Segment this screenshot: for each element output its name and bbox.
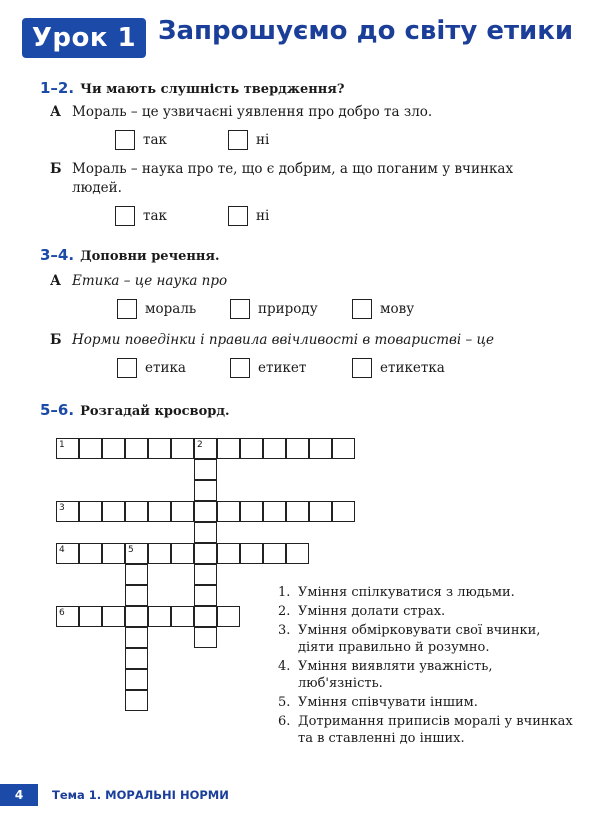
- item-text: Мораль – наука про те, що є добрим, а що поганим у вчинках людей.: [72, 161, 514, 196]
- crossword-cell[interactable]: [125, 438, 148, 459]
- crossword-cell[interactable]: [148, 543, 171, 564]
- crossword-cell[interactable]: [217, 438, 240, 459]
- task-1-heading: [40, 79, 344, 97]
- crossword-cell[interactable]: [79, 501, 102, 522]
- option-label: етика: [145, 360, 186, 376]
- crossword-cell[interactable]: [171, 543, 194, 564]
- task-2-number: 3–4.: [40, 246, 75, 264]
- option-label: природу: [258, 301, 318, 317]
- option-no-a[interactable]: [228, 130, 269, 150]
- clue: 6. Дотримання приписів моралі у вчинках та в ставленні до інших.: [278, 714, 573, 746]
- task-3-number: 5–6.: [40, 401, 75, 419]
- crossword-cell[interactable]: [240, 438, 263, 459]
- crossword-cell[interactable]: [286, 438, 309, 459]
- crossword-cell[interactable]: [125, 543, 148, 564]
- task-2-item-a: [50, 272, 570, 291]
- option-ethics[interactable]: [117, 358, 186, 378]
- item-letter: Б: [50, 332, 62, 348]
- crossword-cell[interactable]: [309, 438, 332, 459]
- crossword-cell[interactable]: [240, 543, 263, 564]
- checkbox[interactable]: [228, 206, 248, 226]
- cell-number: 3: [59, 503, 65, 513]
- crossword-cell[interactable]: [171, 501, 194, 522]
- task-2-item-b: [50, 331, 570, 350]
- crossword-cell[interactable]: [171, 438, 194, 459]
- item-letter: Б: [50, 161, 62, 177]
- crossword-cell[interactable]: [263, 501, 286, 522]
- crossword-cell[interactable]: [79, 606, 102, 627]
- crossword-cell[interactable]: [194, 459, 217, 480]
- crossword-cell[interactable]: [194, 522, 217, 543]
- crossword-cell[interactable]: [194, 480, 217, 501]
- crossword-cell[interactable]: [102, 438, 125, 459]
- crossword-cell[interactable]: [79, 438, 102, 459]
- checkbox[interactable]: [117, 358, 137, 378]
- crossword-cell[interactable]: [56, 606, 79, 627]
- crossword-cell[interactable]: [125, 669, 148, 690]
- option-etiquette[interactable]: [230, 358, 306, 378]
- crossword-cell[interactable]: [332, 501, 355, 522]
- cell-number: 5: [128, 545, 134, 555]
- crossword-cell[interactable]: [79, 543, 102, 564]
- clue: 5. Уміння співчувати іншим.: [278, 695, 478, 710]
- crossword-cell[interactable]: [263, 543, 286, 564]
- crossword-cell[interactable]: [194, 627, 217, 648]
- clue: 3. Уміння обмірковувати свої вчинки, діяти правильно й розумно.: [278, 623, 541, 655]
- crossword-cell[interactable]: [102, 606, 125, 627]
- option-yes-a[interactable]: [115, 130, 167, 150]
- lesson-badge: Урок 1: [22, 18, 146, 58]
- task-1-item-b: [50, 160, 570, 198]
- clue: 4. Уміння виявляти уважність, люб'язність.: [278, 659, 493, 691]
- crossword-cell[interactable]: [263, 438, 286, 459]
- crossword-cell[interactable]: [56, 501, 79, 522]
- page-footer: [0, 784, 600, 808]
- crossword-cell[interactable]: [171, 606, 194, 627]
- checkbox[interactable]: [352, 299, 372, 319]
- page-title: Запрошуємо до світу етики: [158, 16, 574, 46]
- checkbox[interactable]: [115, 130, 135, 150]
- crossword-cell[interactable]: [332, 438, 355, 459]
- cell-number: 1: [59, 440, 65, 450]
- checkbox[interactable]: [352, 358, 372, 378]
- option-label: мораль: [145, 301, 197, 317]
- crossword-cell[interactable]: [102, 543, 125, 564]
- crossword-cell[interactable]: [217, 543, 240, 564]
- crossword-cell[interactable]: [194, 585, 217, 606]
- checkbox[interactable]: [115, 206, 135, 226]
- option-yes-b[interactable]: [115, 206, 167, 226]
- option-language[interactable]: [352, 299, 414, 319]
- checkbox[interactable]: [228, 130, 248, 150]
- item-text: Етика – це наука про: [72, 273, 228, 289]
- crossword-cell[interactable]: [148, 501, 171, 522]
- crossword-cell[interactable]: [125, 648, 148, 669]
- option-label-tag[interactable]: [352, 358, 445, 378]
- crossword-cell[interactable]: [125, 585, 148, 606]
- item-text: Норми поведінки і правила ввічливості в товаристві – це: [72, 332, 494, 348]
- option-no-b[interactable]: [228, 206, 269, 226]
- page-number: 4: [0, 784, 38, 806]
- crossword-cell[interactable]: [125, 690, 148, 711]
- topic-label: Тема 1. МОРАЛЬНІ НОРМИ: [52, 788, 229, 802]
- crossword-cell[interactable]: [56, 543, 79, 564]
- option-label: мову: [380, 301, 415, 317]
- cell-number: 6: [59, 608, 65, 618]
- crossword-cell[interactable]: [125, 501, 148, 522]
- crossword-cell[interactable]: [194, 501, 217, 522]
- checkbox[interactable]: [230, 358, 250, 378]
- item-letter: А: [50, 104, 61, 120]
- crossword-cell[interactable]: [125, 564, 148, 585]
- crossword-cell[interactable]: [194, 438, 217, 459]
- task-1-instruction: Чи мають слушність твердження?: [80, 82, 345, 97]
- crossword-cell[interactable]: [194, 543, 217, 564]
- crossword-cell[interactable]: [102, 501, 125, 522]
- item-letter: А: [50, 273, 61, 289]
- option-label: етикетка: [380, 360, 445, 376]
- task-2-instruction: Доповни речення.: [80, 249, 220, 264]
- option-moral[interactable]: [117, 299, 196, 319]
- page-header: [22, 14, 582, 58]
- option-label: так: [143, 208, 167, 224]
- crossword-cell[interactable]: [194, 564, 217, 585]
- task-2-heading: [40, 246, 220, 264]
- option-label: ні: [256, 132, 270, 148]
- item-text: Мораль – це узвичаєні уявлення про добро та зло.: [72, 104, 433, 120]
- crossword-cell[interactable]: [194, 606, 217, 627]
- crossword-cell[interactable]: [125, 606, 148, 627]
- task-1-number: 1–2.: [40, 79, 75, 97]
- crossword-cell[interactable]: [125, 627, 148, 648]
- task-3-heading: [40, 401, 230, 419]
- checkbox[interactable]: [117, 299, 137, 319]
- task-3-instruction: Розгадай кросворд.: [80, 404, 230, 419]
- checkbox[interactable]: [230, 299, 250, 319]
- crossword-cell[interactable]: [56, 438, 79, 459]
- crossword-cell[interactable]: [240, 501, 263, 522]
- task-1-item-a: [50, 103, 570, 122]
- crossword-cell[interactable]: [148, 438, 171, 459]
- crossword-cell[interactable]: [148, 606, 171, 627]
- crossword-cell[interactable]: [286, 501, 309, 522]
- option-nature[interactable]: [230, 299, 318, 319]
- cell-number: 2: [197, 440, 203, 450]
- clue: 2. Уміння долати страх.: [278, 604, 446, 619]
- crossword-cell[interactable]: [309, 501, 332, 522]
- clue: 1. Уміння спілкуватися з людьми.: [278, 585, 515, 600]
- option-label: ні: [256, 208, 270, 224]
- option-label: етикет: [258, 360, 307, 376]
- option-label: так: [143, 132, 167, 148]
- crossword-cell[interactable]: [217, 501, 240, 522]
- crossword-cell[interactable]: [286, 543, 309, 564]
- crossword-cell[interactable]: [217, 606, 240, 627]
- cell-number: 4: [59, 545, 65, 555]
- crossword-clues: [278, 584, 578, 749]
